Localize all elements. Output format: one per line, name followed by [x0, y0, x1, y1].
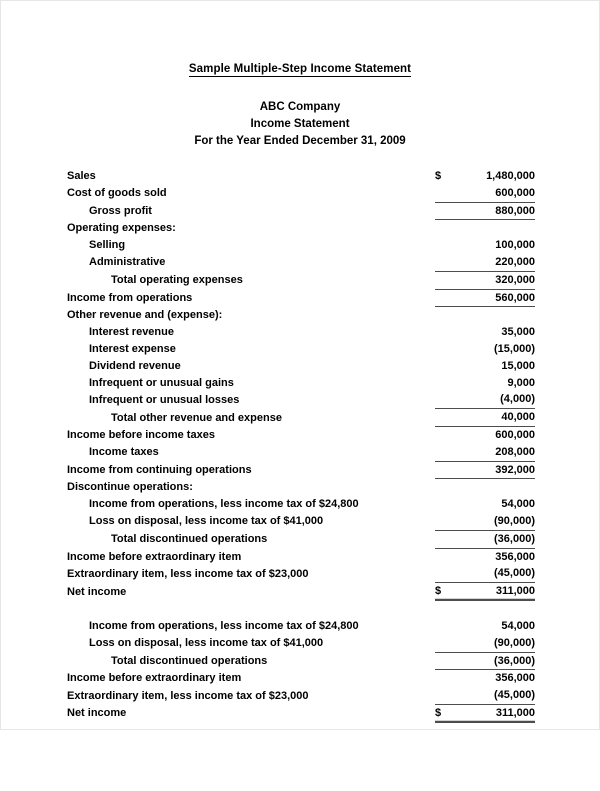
row-currency-symbol [435, 635, 455, 652]
statement-row [67, 271, 535, 289]
row-currency-symbol [435, 600, 455, 618]
statement-row [67, 358, 535, 375]
row-currency-symbol [435, 426, 455, 443]
statement-row [67, 565, 535, 582]
row-label: Loss on disposal, less income tax of $41,000 [89, 515, 324, 528]
row-label: Total operating expenses [111, 274, 243, 287]
row-label: Cost of goods sold [67, 187, 167, 200]
row-amount: 9,000 [507, 376, 535, 389]
row-currency-symbol [435, 202, 455, 220]
statement-row [67, 583, 535, 601]
row-currency-symbol [435, 391, 455, 408]
row-label: Income from operations, less income tax of $24,800 [89, 619, 359, 632]
row-amount: 35,000 [501, 326, 535, 339]
row-currency-symbol [435, 358, 455, 375]
row-currency-symbol [435, 237, 455, 254]
row-currency-symbol [435, 289, 455, 307]
row-amount: 880,000 [455, 202, 535, 220]
row-label: Income before extraordinary item [67, 672, 242, 685]
statement-row [67, 618, 535, 635]
row-currency-symbol [435, 618, 455, 635]
row-currency-symbol [435, 341, 455, 358]
row-amount [455, 220, 535, 237]
row-amount [455, 600, 535, 618]
row-label: Income taxes [89, 446, 159, 459]
income-statement-table [67, 168, 535, 723]
statement-row [67, 237, 535, 254]
statement-row [67, 375, 535, 392]
statement-row [67, 461, 535, 479]
row-currency-symbol [435, 687, 455, 704]
row-currency-symbol [435, 548, 455, 565]
row-amount: 1,480,000 [486, 170, 535, 182]
statement-row [67, 548, 535, 565]
row-amount: (15,000) [494, 342, 535, 355]
row-label: Income before income taxes [67, 428, 215, 441]
row-amount: 208,000 [495, 445, 535, 458]
row-amount: (90,000) [494, 514, 535, 527]
company-name: ABC Company [259, 101, 341, 113]
row-amount: (36,000) [455, 530, 535, 548]
row-label: Loss on disposal, less income tax of $41,000 [89, 637, 324, 650]
row-currency-symbol [435, 220, 455, 237]
income-statement-body [67, 168, 535, 722]
statement-row [67, 341, 535, 358]
document-page [1, 63, 599, 791]
statement-row [67, 307, 535, 324]
row-currency-symbol [435, 670, 455, 687]
row-currency-symbol [435, 461, 455, 479]
row-label: Total discontinued operations [111, 533, 268, 546]
row-currency-symbol [435, 513, 455, 530]
page-title-text: Sample Multiple-Step Income Statement [188, 63, 412, 75]
statement-row [67, 635, 535, 652]
statement-row [67, 652, 535, 670]
row-label: Infrequent or unusual losses [89, 393, 240, 406]
row-currency-symbol [435, 444, 455, 461]
row-amount: 560,000 [455, 289, 535, 307]
row-label: Gross profit [89, 205, 152, 218]
statement-row [67, 496, 535, 513]
row-currency-symbol [435, 254, 455, 271]
statement-row [67, 687, 535, 704]
row-currency-symbol [435, 324, 455, 341]
page-title [1, 63, 599, 75]
row-currency-symbol [435, 185, 455, 202]
row-label: Extraordinary item, less income tax of $23,000 [67, 689, 309, 702]
row-amount: 392,000 [455, 461, 535, 479]
row-currency-symbol [435, 479, 455, 496]
statement-row [67, 254, 535, 271]
statement-row [67, 220, 535, 237]
statement-spacer-row [67, 600, 535, 618]
row-amount: 54,000 [501, 619, 535, 632]
row-amount [455, 307, 535, 324]
row-label: Other revenue and (expense): [67, 309, 223, 322]
row-label: Extraordinary item, less income tax of $23,000 [67, 567, 309, 580]
row-amount: 356,000 [495, 550, 535, 563]
row-label: Sales [67, 170, 96, 182]
row-currency-symbol [435, 307, 455, 324]
statement-row [67, 168, 535, 185]
row-amount: (45,000) [494, 567, 535, 580]
row-amount: 54,000 [501, 498, 535, 511]
row-currency-symbol: $ [435, 583, 455, 601]
row-amount: 320,000 [455, 271, 535, 289]
row-currency-symbol [435, 652, 455, 670]
row-currency-symbol [435, 496, 455, 513]
row-label: Income from continuing operations [67, 464, 252, 477]
statement-row [67, 202, 535, 220]
row-label: Interest expense [89, 342, 176, 355]
row-currency-symbol: $ [435, 170, 442, 182]
statement-row [67, 444, 535, 461]
row-label: Operating expenses: [67, 222, 176, 235]
row-amount: (90,000) [494, 636, 535, 649]
statement-period: For the Year Ended December 31, 2009 [194, 135, 406, 147]
row-label: Infrequent or unusual gains [89, 376, 234, 389]
row-amount: 15,000 [501, 359, 535, 372]
statement-name: Income Statement [250, 118, 350, 130]
row-amount: 600,000 [495, 428, 535, 441]
row-amount: (4,000) [500, 393, 535, 406]
statement-row [67, 670, 535, 687]
row-label: Total other revenue and expense [111, 411, 282, 424]
statement-row [67, 185, 535, 202]
row-amount: 220,000 [495, 255, 535, 268]
row-label: Administrative [89, 256, 166, 269]
row-label: Discontinue operations: [67, 481, 193, 494]
statement-row [67, 530, 535, 548]
row-label: Total discontinued operations [111, 655, 268, 668]
row-label: Net income [67, 707, 127, 720]
row-label [67, 600, 435, 618]
row-amount: 600,000 [495, 186, 535, 199]
row-amount: 311,000 [455, 583, 535, 601]
row-currency-symbol [435, 375, 455, 392]
row-label: Income from operations, less income tax of $24,800 [89, 498, 359, 511]
statement-row [67, 479, 535, 496]
row-amount: 100,000 [495, 239, 535, 252]
statement-row [67, 391, 535, 408]
statement-row [67, 513, 535, 530]
row-amount: 311,000 [455, 704, 535, 722]
row-amount: (36,000) [455, 652, 535, 670]
statement-heading [1, 99, 599, 150]
row-label: Dividend revenue [89, 359, 181, 372]
statement-row [67, 704, 535, 722]
row-currency-symbol [435, 271, 455, 289]
row-label: Net income [67, 585, 127, 598]
row-amount [455, 479, 535, 496]
statement-row [67, 426, 535, 443]
statement-row [67, 324, 535, 341]
row-currency-symbol [435, 565, 455, 582]
row-amount: 40,000 [455, 409, 535, 427]
row-amount: (45,000) [494, 689, 535, 702]
row-label: Selling [89, 239, 126, 252]
row-label: Income from operations [67, 292, 193, 305]
row-currency-symbol: $ [435, 704, 455, 722]
statement-row [67, 409, 535, 427]
row-label: Interest revenue [89, 326, 174, 339]
row-currency-symbol [435, 409, 455, 427]
row-amount: 356,000 [495, 672, 535, 685]
statement-row [67, 289, 535, 307]
row-label: Income before extraordinary item [67, 550, 242, 563]
row-currency-symbol [435, 530, 455, 548]
